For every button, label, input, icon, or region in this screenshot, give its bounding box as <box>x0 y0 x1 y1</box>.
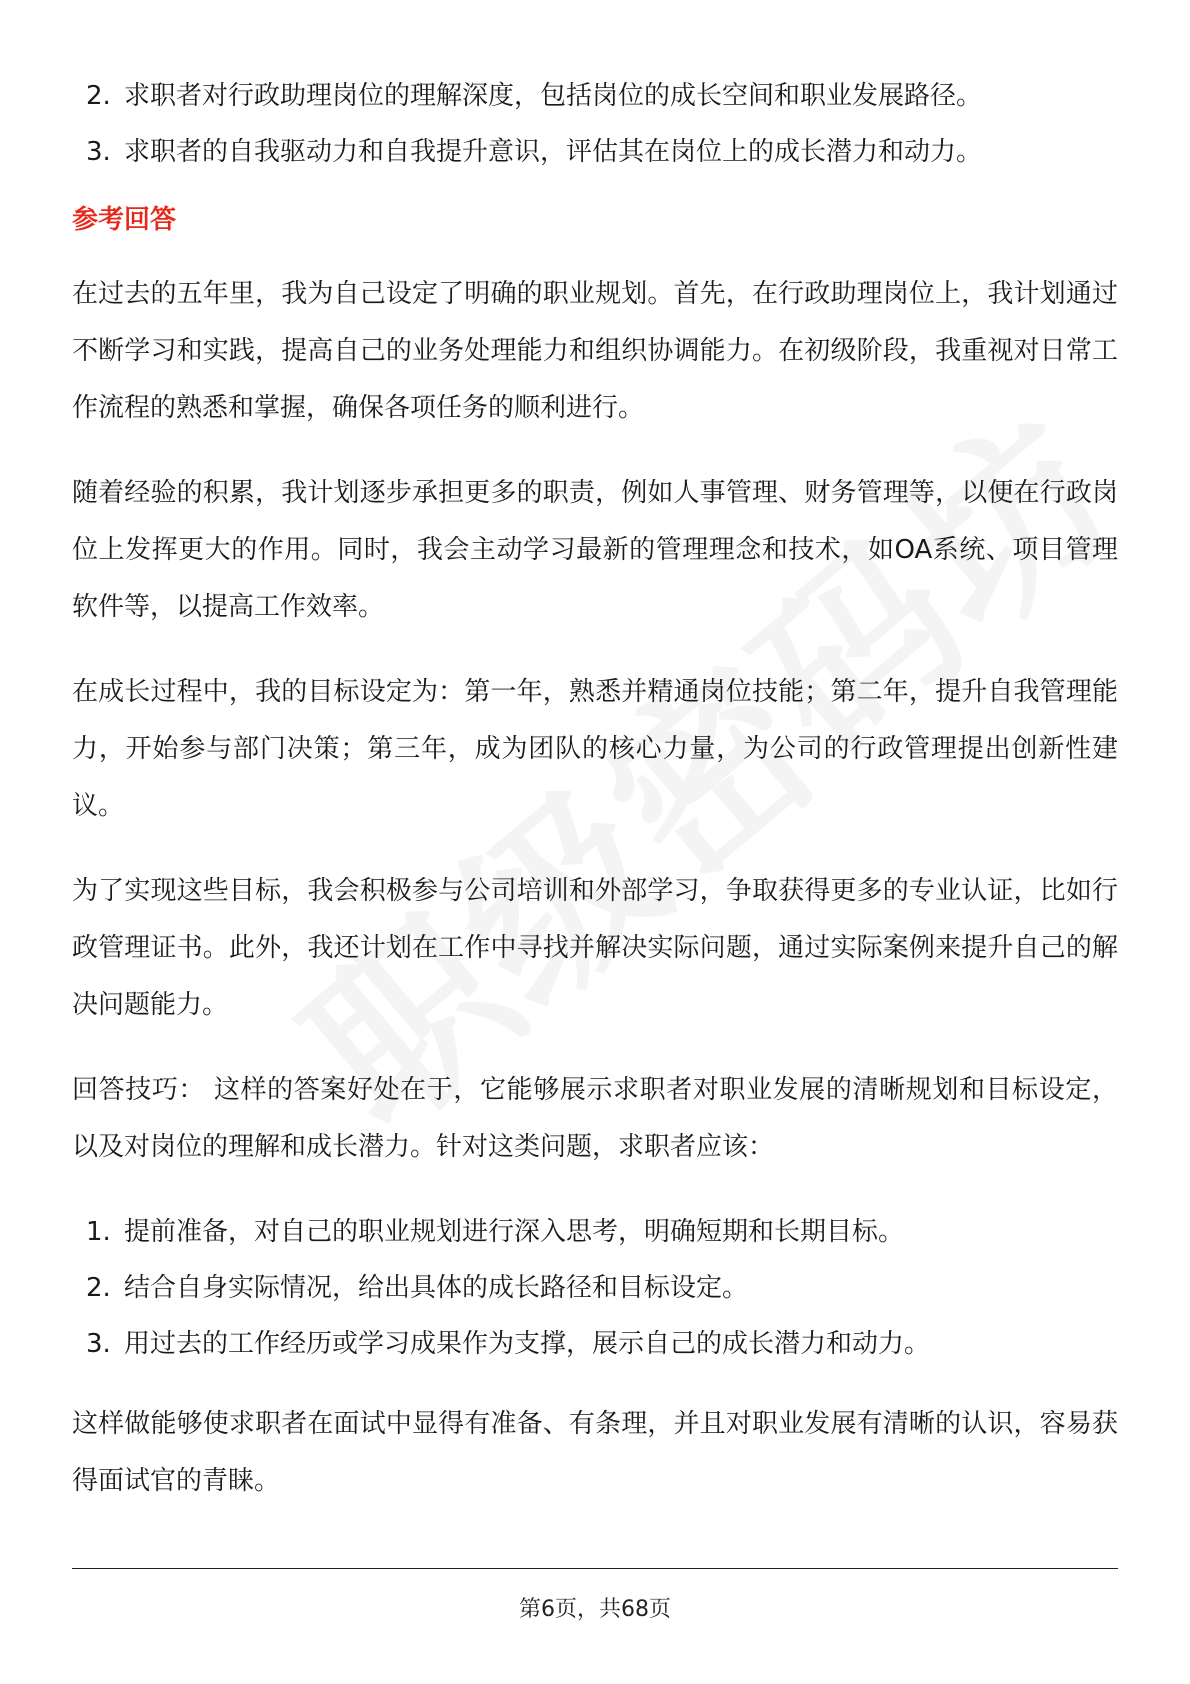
list-item <box>72 1260 1118 1316</box>
list-item-number: 1. <box>86 1217 111 1247</box>
footer-divider <box>72 1568 1118 1569</box>
section-heading: 参考回答 <box>72 205 177 235</box>
tips-paragraph: 回答技巧： 这样的答案好处在于，它能够展示求职者对职业发展的清晰规划和目标设定，以及对岗位的理解和成长潜力。针对这类问题，求职者应该： <box>72 1075 1118 1162</box>
answer-paragraph: 为了实现这些目标，我会积极参与公司培训和外部学习，争取获得更多的专业认证，比如行政管理证书。此外，我还计划在工作中寻找并解决实际问题，通过实际案例来提升自己的解决问题能力。 <box>72 876 1118 1020</box>
list-item-text: 用过去的工作经历或学习成果作为支撑，展示自己的成长潜力和动力。 <box>124 1329 931 1359</box>
document-body <box>72 68 1118 1538</box>
list-item <box>72 124 1118 180</box>
list-item <box>72 68 1118 124</box>
intro-list <box>72 68 1118 180</box>
list-item-number: 3. <box>86 1329 111 1359</box>
answer-paragraph: 在过去的五年里，我为自己设定了明确的职业规划。首先，在行政助理岗位上，我计划通过不断学习和实践，提高自己的业务处理能力和组织协调能力。在初级阶段，我重视对日常工作流程的熟悉和掌握，确保各项任务的顺利进行。 <box>72 279 1118 423</box>
list-item <box>72 1204 1118 1260</box>
list-item-number: 2. <box>86 1273 111 1303</box>
list-item-number: 2. <box>86 81 111 111</box>
closing-paragraph: 这样做能够使求职者在面试中显得有准备、有条理，并且对职业发展有清晰的认识，容易获得面试官的青睐。 <box>72 1409 1118 1496</box>
page-number: 第6页，共68页 <box>519 1597 671 1622</box>
list-item-text: 求职者对行政助理岗位的理解深度，包括岗位的成长空间和职业发展路径。 <box>124 81 983 111</box>
list-item-text: 提前准备，对自己的职业规划进行深入思考，明确短期和长期目标。 <box>124 1217 905 1247</box>
answer-paragraph: 随着经验的积累，我计划逐步承担更多的职责，例如人事管理、财务管理等，以便在行政岗位上发挥更大的作用。同时，我会主动学习最新的管理理念和技术，如OA系统、项目管理软件等，以提高工作效率。 <box>72 478 1118 622</box>
list-item-text: 结合自身实际情况，给出具体的成长路径和目标设定。 <box>124 1273 749 1303</box>
list-item-number: 3. <box>86 137 111 167</box>
tips-list <box>72 1204 1118 1372</box>
list-item <box>72 1316 1118 1372</box>
answer-paragraph: 在成长过程中，我的目标设定为：第一年，熟悉并精通岗位技能；第二年，提升自我管理能力，开始参与部门决策；第三年，成为团队的核心力量，为公司的行政管理提出创新性建议。 <box>72 677 1118 821</box>
list-item-text: 求职者的自我驱动力和自我提升意识，评估其在岗位上的成长潜力和动力。 <box>124 137 983 167</box>
